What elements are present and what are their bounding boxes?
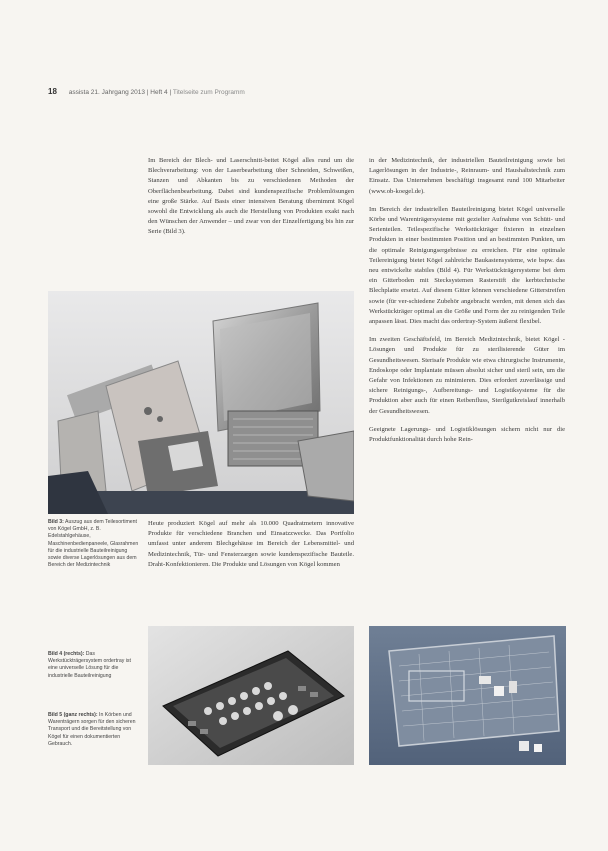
paragraph-right-2: Im Bereich der industriellen Bauteilreinigung bietet Kögel universelle Körbe und Warenträgersysteme mit gezielter Aufnahme von Schütt- und Serienteilen. Teilespezifische Werkstückträger fixieren in einzelnen Produkten in einer bestimmten Position und an bestimmten Punkten, um die optimale Reinigungsergebnisse zu erreichen. Für eine optimale Teilereinigung bietet Kögel zahlreiche Baukastensysteme, wie bspw. das neu entwickelte stabiles (Bild 4). Für Werkstückträgersysteme bei dem ein Gitterboden mit Stecksystemen Rasterstift die kerbtechnische Blechplatte ersetzt. Auf diesem Gitter können verschiedene Gitterstreifen sowie (für ver-schiedene Zubehör angebracht werden, mit denen sich das Werkstückträger optimal an die Größe und Form der zu reinigenden Teile anpassen lässt. Dies macht das ordertray-System äußerst flexibel. [369,205,565,326]
column-right [369,156,565,453]
caption-bild-3 [48,519,140,569]
section-name: Titelseite zum Programm [172,89,245,96]
photo-bild-3 [48,291,354,514]
caption-bild-3-text: Auszug aus dem Teilesortiment von Kögel GmbH, z. B. Edelstahlgehäuse, Maschinenbedienpaneele, Glasrahmen für die industrielle Bauteilreinigung sowie diverse Lagerlösungen aus dem Bereich der Medizintechnik [48,519,139,569]
column-middle-bottom [148,519,354,578]
page-header: 18 assista 21. Jahrgang 2013 | Heft 4 | Titelseite zum Programm [48,87,245,96]
paragraph-intro: Im Bereich der Blech- und Laserschnitt-beitet Kögel alles rund um die Blechverarbeitung: von der Laserbearbeitung über Schneiden, Schweißen, Stanzen und Abkanten bis zu verschiedenen Methoden der Oberflächenbearbeitung. Dabei sind kundenspezifische Problemlösungen eine große Stärke. Auf Basis einer intensiven Beratung übernimmt Kögel sowohl die Entwicklung als auch die Herstellung von Produkten exakt nach den Wünschen der Anwender – und zwar von der Einzelfertigung bis hin zur Serie (Bild 3). [148,157,354,236]
paragraph-middle-bottom: Heute produziert Kögel auf mehr als 10.000 Quadratmetern innovative Produkte für verschiedene Branchen und Einsatzzwecke. Das Portfolio umfasst unter anderem Blechgehäuse im Bereich der Lebensmittel- und Medizintechnik, Tür- und Fensterzargen sowie kundenspezifische Bauteile. Draht-Konfektionieren. Die Produkte und Lösungen von Kögel kommen [148,520,354,568]
photo-bild-5 [369,626,566,765]
caption-bild-5 [48,712,140,748]
issue: Heft 4 [150,89,168,96]
paragraph-right-4: Geeignete Lagerungs- und Logistiklösungen sichern nicht nur die Produktfunktionalität durch hohe Rein- [369,425,565,444]
photo-bild-4 [148,626,354,765]
journal-name: assista 21. Jahrgang 2013 [68,89,145,96]
paragraph-right-3: Im zweiten Geschäftsfeld, im Bereich Medizintechnik, bietet Kögel -Lösungen und Produkte für zu sterilisierende Güter im Gesundheitswesen. Sterisafe Produkte wie etwa chirurgische Instrumente, Endoskope oder Implantate müssen absolut sicher und steril sein, um die Gefahr von Infektionen zu minimieren. Dies erfordert zuverlässige und sichere Reinigungs-, Aufbereitungs- und Logistiksysteme für die Produktion aber auch für einen Reibenfluss, Sterilgutkreislauf innerhalb der Gesundheitswesen. [369,336,565,415]
caption-bild-5-label: Bild 5 (ganz rechts): [48,712,98,718]
caption-bild-4 [48,651,140,680]
caption-bild-4-label: Bild 4 (rechts): [48,651,85,657]
paragraph-right-1: in der Medizintechnik, der industriellen Bauteilreinigung sowie bei Lagerlösungen in der Industrie-, Reinraum- und Haushaltstechnik zum Einsatz. Das Unternehmen beschäftigt insgesamt rund 100 Mitarbeiter (www.ob-koegel.de). [369,157,565,195]
page-number: 18 [48,87,57,96]
caption-bild-5-text: In Körben und Warenträgern sorgen für den sicheren Transport und die Bereitstellung von Kögel für einen dokumentierten Gebrauch. [48,712,136,747]
column-middle-top [148,156,354,246]
caption-bild-4-text: Das Werkstückträgersystem ordertray ist eine universelle Lösung für die industrielle Bauteilreinigung [48,651,131,679]
caption-bild-3-label: Bild 3: [48,519,64,525]
